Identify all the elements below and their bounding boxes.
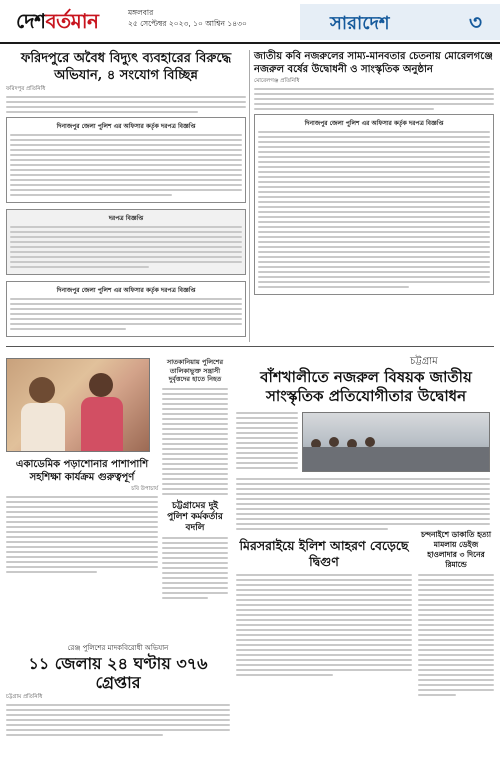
bottom-story [6,642,230,739]
lower-main-headline: বাঁশখালীতে নজরুল বিষয়ক জাতীয় সাংস্কৃতিক প্রতিযোগীতার উদ্বোধন [260,368,472,405]
tender-notice-3 [254,114,494,295]
side-body [418,574,494,696]
middle-headline: সাতকানিয়ায় পুলিশের তালিকাভুক্ত সন্ত্রাসী দুর্বৃত্তদের হাতে নিহত [166,358,224,383]
tender-notice-2 [6,281,246,337]
notice-1-title: দিনাজপুর জেলা পুলিশ এর অফিসার কর্তৃক দরপত্র বিজ্ঞপ্তি [56,123,196,130]
section-separator [6,346,494,347]
lower-left-body [6,496,158,573]
middle-body [162,388,228,495]
date-label: ২৫ সেপ্টেম্বর ২০২৩, ১০ আশ্বিন ১৪৩০ [128,19,247,28]
day-label: মঙ্গলবার [128,8,154,17]
lower-main-story [236,368,496,406]
middle-body-2 [162,537,228,599]
page-number: ৩ [468,10,482,34]
lower-main-body-left [236,412,298,472]
bottom-byline: চট্টগ্রাম প্রতিনিধি [6,694,43,700]
lower-main-body [236,478,490,533]
middle-headline-2: চট্টগ্রামের দুই পুলিশ কর্মকর্তার বদলি [167,500,223,533]
notice-2-title: দিনাজপুর জেলা পুলিশ এর অফিসার কর্তৃক দরপত্র বিজ্ঞপ্তি [56,287,196,294]
lower-left-headline: একাডেমিক পড়াশোনার পাশাপাশি সহশিক্ষা কার্যক্রম গুরুত্বপূর্ণ [15,459,149,483]
logo-part1: দেশ [16,9,46,33]
lower-left-byline: চবি উপাচার্য [131,486,158,492]
top-left-headline: ফরিদপুরে অবৈধ বিদ্যুৎ ব্যবহারের বিরুদ্ধে অভিযান, ৪ সংযোগ বিচ্ছিন্ন [20,51,232,83]
section-title: সারাদেশ [330,13,390,34]
side-headline: চন্দনাইশে ডাকাতি হত্যা মামলায় ডেইজ হাওলাদার ৩ দিনের রিমান্ডে [420,530,492,569]
lower-section-label: চট্টগ্রাম [410,356,438,367]
notice-3-title: দিনাজপুর জেলা পুলিশ এর অফিসার কর্তৃক দরপত্র বিজ্ঞপ্তি [304,120,444,127]
side-story [418,530,494,699]
right-headline: মিরসরাইয়ে ইলিশ আহরণ বেড়েছে দ্বিগুণ [239,538,409,569]
top-right-byline: মোরেলগঞ্জ প্রতিনিধি [254,78,300,84]
lower-left-story [6,458,158,576]
tender-notice-1 [6,117,246,203]
top-right-headline: জাতীয় কবি নজরুলের সাম্য-মানবতার চেতনায় মোরেলগঞ্জে নজরুল বর্ষের উদ্বোধনী ও সাংস্কৃতিক অনুষ্ঠান [254,51,493,75]
bottom-kicker: রেঞ্জ পুলিশের মাদকবিরোধী অভিযান [67,644,169,652]
right-body [236,574,412,676]
event-photo-left [6,358,150,452]
event-photo-right [302,412,490,472]
top-right-body [254,88,494,110]
middle-story [162,358,228,602]
top-column-divider [249,50,250,342]
right-story [236,538,412,679]
bottom-headline: ১১ জেলায় ২৪ ঘণ্টায় ৩৭৬ গ্রেপ্তার [28,654,208,692]
ad-box-title: দরপত্র বিজ্ঞপ্তি [108,215,144,222]
bottom-body [6,704,230,736]
newspaper-logo [16,7,98,40]
masthead [0,0,500,44]
date-block [128,7,247,29]
top-left-byline: ফরিদপুর প্রতিনিধি [6,86,46,92]
top-left-body [6,96,246,113]
top-right-story [254,50,494,295]
top-left-story [6,50,246,337]
logo-part2: বর্তমান [45,9,99,33]
ad-box [6,209,246,275]
